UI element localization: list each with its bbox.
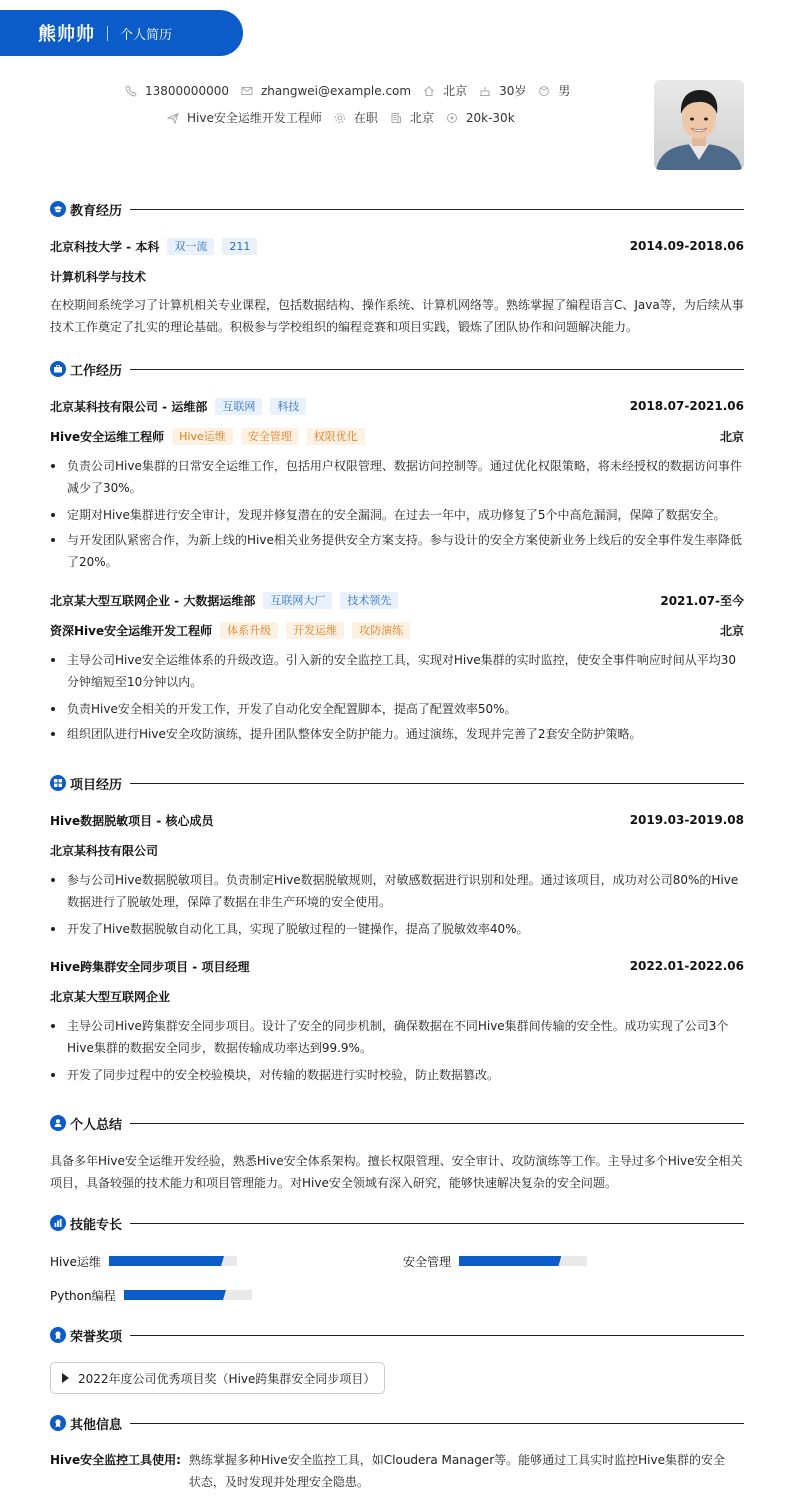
education-period: 2014.09-2018.06 [629, 239, 744, 253]
project-company: 北京某科技有限公司 [50, 843, 159, 858]
avatar [654, 80, 744, 170]
section-header-projects [50, 773, 744, 793]
section-divider [130, 1423, 744, 1424]
role-name: 资深Hive安全运维开发工程师 [50, 623, 213, 638]
section-title: 工作经历 [70, 363, 123, 379]
role-tag: 安全管理 [241, 428, 299, 445]
age-text: 30岁 [499, 84, 527, 98]
skill-name: 安全管理 [403, 1254, 452, 1269]
company-tag: 科技 [270, 398, 306, 415]
skill-item [50, 1285, 252, 1305]
work-period: 2021.07-至今 [660, 593, 744, 608]
grid-icon [50, 775, 66, 791]
banner-divider [107, 26, 108, 41]
candidate-name: 熊帅帅 [38, 24, 95, 45]
award-icon [50, 1327, 66, 1343]
skill-name: Hive运维 [50, 1254, 101, 1269]
section-divider [130, 1223, 744, 1224]
phone-icon [125, 85, 137, 97]
company-tag: 互联网 [215, 398, 262, 415]
major-row [50, 266, 744, 286]
send-icon [167, 112, 179, 124]
project-period: 2022.01-2022.06 [629, 959, 744, 973]
section-divider [130, 1335, 744, 1336]
summary-text: 具备多年Hive安全运维开发经验，熟悉Hive安全体系架构。擅长权限管理、安全审计、攻防演练等工作。主导过多个Hive安全相关项目，具备较强的技术能力和项目管理能力。对Hive安全领域有深入研究，能够快速解决复杂的安全问题。 [50, 1154, 743, 1190]
work-bullet: 组织团队进行Hive安全攻防演练，提升团队整体安全防护能力。通过演练，发现并完善了2套安全防护策略。 [50, 723, 744, 745]
email-item [241, 84, 411, 98]
skill-item [403, 1251, 587, 1271]
name-banner [0, 10, 243, 56]
role-tag: 攻防演练 [352, 622, 410, 639]
section-title: 其他信息 [70, 1417, 123, 1433]
project-company-row [50, 840, 744, 860]
section-header-work [50, 359, 744, 379]
section-header-education [50, 199, 744, 219]
section-header-summary [50, 1113, 744, 1133]
section-title: 荣誉奖项 [70, 1329, 123, 1345]
user-icon [50, 1115, 66, 1131]
gender-text: 男 [558, 84, 571, 98]
section-title: 个人总结 [70, 1117, 123, 1133]
skill-bar [459, 1256, 587, 1266]
work-city: 北京 [719, 623, 744, 638]
skill-bar [124, 1290, 252, 1300]
school-tag: 211 [222, 238, 257, 255]
work-bullet: 负责公司Hive集群的日常安全运维工作，包括用户权限管理、数据访问控制等。通过优化权限策略，将未经授权的数据访问事件减少了30%。 [50, 455, 744, 499]
school-tag: 双一流 [167, 238, 214, 255]
bar-chart-icon [50, 1215, 66, 1231]
building-icon [390, 112, 402, 124]
city-item [390, 109, 434, 126]
briefcase-icon [50, 361, 66, 377]
role-row [50, 426, 744, 446]
work-bullet: 负责Hive安全相关的开发工作，开发了自动化安全配置脚本，提高了配置效率50%。 [50, 698, 744, 720]
role-tag: 权限优化 [307, 428, 365, 445]
section-header-skills [50, 1213, 744, 1233]
salary-item [446, 111, 515, 125]
project-company: 北京某大型互联网企业 [50, 989, 171, 1004]
phone-text: 13800000000 [145, 83, 229, 98]
email-text: zhangwei@example.com [260, 83, 412, 98]
status-item [334, 109, 378, 126]
section-header-other [50, 1413, 744, 1433]
role-name: Hive安全运维工程师 [50, 429, 165, 444]
section-title: 教育经历 [70, 203, 123, 219]
role-row [50, 620, 744, 640]
skill-name: Python编程 [50, 1288, 116, 1303]
work-bullet: 主导公司Hive安全运维体系的升级改造。引入新的安全监控工具，实现对Hive集群的实时监控，使安全事件响应时间从平均30分钟缩短至10分钟以内。 [50, 649, 744, 693]
age-item [479, 82, 526, 99]
role-tag: 体系升级 [220, 622, 278, 639]
section-header-honors [50, 1325, 744, 1345]
skill-bar [109, 1256, 237, 1266]
project-title: Hive数据脱敏项目 - 核心成员 [50, 813, 214, 828]
work-bullet: 定期对Hive集群进行安全审计，发现并修复潜在的安全漏洞。在过去一年中，成功修复了5个中高危漏洞，保障了数据安全。 [50, 504, 744, 526]
role-tag: 开发运维 [286, 622, 344, 639]
work-header [50, 590, 744, 610]
salary-text: 20k-30k [465, 110, 515, 125]
education-description: 在校期间系统学习了计算机相关专业课程，包括数据结构、操作系统、计算机网络等。熟练掌握了编程语言C、Java等，为后续从事技术工作奠定了扎实的理论基础。积极参与学校组织的编程竞赛和项目实践，锻炼了团队协作和问题解决能力。 [50, 298, 744, 334]
section-title: 技能专长 [70, 1217, 123, 1233]
project-bullet: 开发了同步过程中的安全校验模块，对传输的数据进行实时校验，防止数据篡改。 [50, 1064, 744, 1086]
company-tag: 互联网大厂 [263, 592, 332, 609]
project-company-row [50, 986, 744, 1006]
skill-item [50, 1251, 237, 1271]
contact-row-2 [167, 109, 527, 126]
project-title: Hive跨集群安全同步项目 - 项目经理 [50, 959, 250, 974]
school-name: 北京科技大学 - 本科 [50, 239, 160, 254]
position-text: Hive安全运维开发工程师 [187, 111, 322, 125]
resume-subtitle: 个人简历 [120, 27, 173, 43]
section-divider [130, 1123, 744, 1124]
company-name: 北京某大型互联网企业 - 大数据运维部 [50, 593, 256, 608]
other-info-text: 熟练掌握多种Hive安全监控工具，如Cloudera Manager等。能够通过工具实时监控Hive集群的安全状态，及时发现并处理安全隐患。 [188, 1453, 725, 1489]
section-title: 项目经历 [70, 777, 123, 793]
major-name: 计算机科学与技术 [50, 269, 147, 284]
section-divider [130, 209, 744, 210]
honor-item[interactable] [50, 1362, 385, 1394]
gender-item [538, 82, 570, 99]
cake-icon [479, 85, 491, 97]
skill-bar-fill [459, 1256, 561, 1266]
section-divider [130, 783, 744, 784]
education-header [50, 236, 744, 256]
honor-text: 2022年度公司优秀项目奖（Hive跨集群安全同步项目） [78, 1371, 376, 1386]
coin-icon [446, 112, 458, 124]
status-text: 在职 [353, 111, 378, 125]
graduation-cap-icon [50, 201, 66, 217]
work-period: 2018.07-2021.06 [629, 399, 744, 413]
project-bullet: 参与公司Hive数据脱敏项目。负责制定Hive数据脱敏规则，对敏感数据进行识别和处理。通过该项目，成功对公司80%的Hive数据进行了脱敏处理，保障了数据在非生产环境的安全使用。 [50, 869, 744, 913]
work-bullet: 与开发团队紧密合作，为新上线的Hive相关业务提供安全方案支持。参与设计的安全方案使新业务上线后的安全事件发生率降低了20%。 [50, 529, 744, 573]
position-item [167, 109, 322, 126]
company-tag: 技术领先 [340, 592, 398, 609]
expand-triangle-icon[interactable] [62, 1373, 69, 1383]
mail-icon [241, 85, 253, 97]
skill-bar-fill [124, 1290, 226, 1300]
company-name: 北京某科技有限公司 - 运维部 [50, 399, 208, 414]
project-bullet: 主导公司Hive跨集群安全同步项目。设计了安全的同步机制，确保数据在不同Hive集群间传输的安全性。成功实现了公司3个Hive集群的数据安全同步，数据传输成功率达到99.9%。 [50, 1015, 744, 1059]
location-text: 北京 [443, 84, 468, 98]
section-divider [130, 369, 744, 370]
project-header [50, 956, 744, 976]
contact-row-1 [125, 82, 582, 99]
home-icon [423, 85, 435, 97]
city-text: 北京 [409, 111, 434, 125]
gender-icon [538, 85, 550, 97]
other-info-label: Hive安全监控工具使用: [50, 1453, 181, 1467]
skill-bar-fill [109, 1256, 224, 1266]
work-city: 北京 [719, 429, 744, 444]
gear-icon [334, 112, 346, 124]
project-header [50, 810, 744, 830]
project-bullet: 开发了Hive数据脱敏自动化工具，实现了脱敏过程的一键操作，提高了脱敏效率40%。 [50, 918, 744, 940]
location-item [423, 82, 467, 99]
award-icon [50, 1415, 66, 1431]
project-period: 2019.03-2019.08 [629, 813, 744, 827]
role-tag: Hive运维 [172, 428, 233, 445]
other-info-item [50, 1449, 744, 1493]
work-header [50, 396, 744, 416]
phone-item [125, 84, 229, 98]
